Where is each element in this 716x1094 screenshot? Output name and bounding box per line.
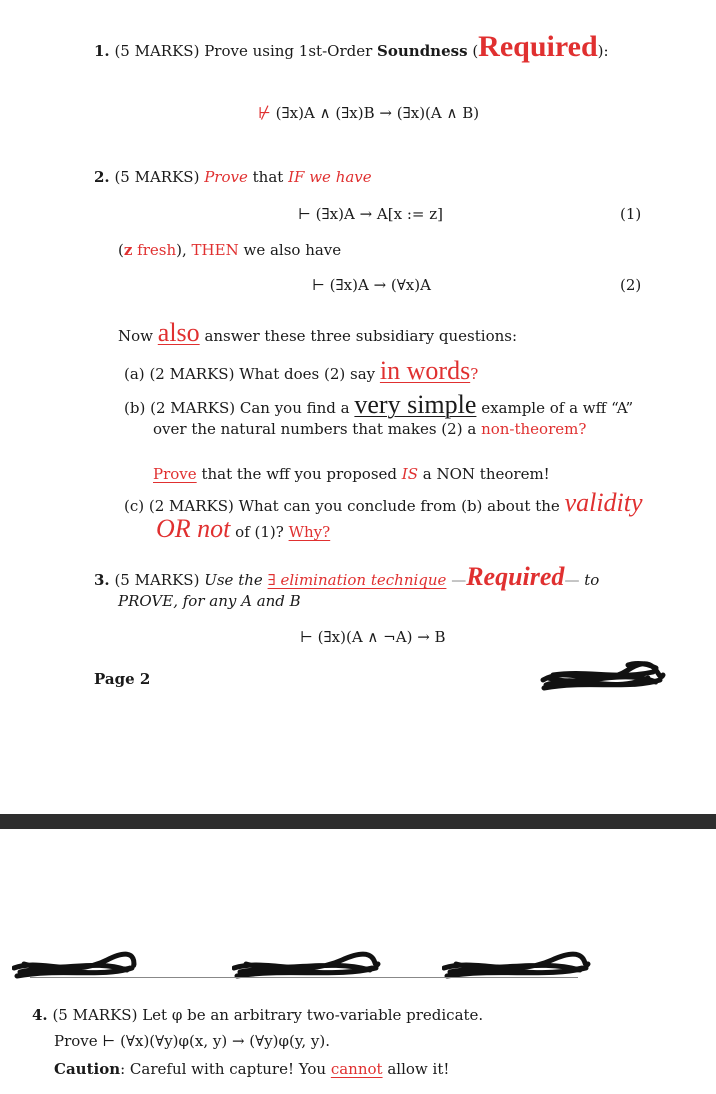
q3-formula: ⊢ (∃x)(A ∧ ¬A) → B bbox=[300, 628, 446, 646]
q2b-prove: Prove bbox=[153, 465, 197, 483]
q4-caution-line bbox=[54, 1060, 449, 1078]
q4-caution-label: Caution bbox=[54, 1060, 121, 1078]
q1-bold-word: Soundness bbox=[377, 42, 468, 60]
q3-text: (5 MARKS) bbox=[114, 571, 200, 589]
q1-formula: ⊬ (∃x)A ∧ (∃x)B → (∃x)(A ∧ B) bbox=[258, 104, 480, 122]
q1-required: Required bbox=[478, 30, 598, 63]
q3-number: 3. bbox=[94, 571, 110, 589]
q2b-very-simple: very simple bbox=[354, 390, 477, 419]
q4-caution-text1: : Careful with capture! You bbox=[120, 1060, 327, 1078]
q2a-line bbox=[124, 356, 478, 386]
q2c-validity: validity bbox=[564, 488, 643, 517]
q2b-text4: that the wff you proposed bbox=[201, 465, 398, 483]
q2b-line1 bbox=[124, 390, 633, 420]
q4-text: (5 MARKS) Let φ be an arbitrary two-variable predicate. bbox=[52, 1006, 484, 1024]
q2-formula2: ⊢ (∃x)A → (∀x)A bbox=[312, 276, 431, 294]
q2b-text2: example of a wff “A” bbox=[481, 399, 634, 417]
q2-fresh-line bbox=[118, 241, 341, 259]
page-divider bbox=[0, 814, 716, 829]
redaction-scribble-3 bbox=[442, 950, 592, 984]
signature-line bbox=[30, 977, 578, 978]
q2c-label: (c) bbox=[124, 497, 145, 515]
q2-answer: answer these three subsidiary questions: bbox=[204, 327, 518, 345]
q4-prove-line: Prove ⊢ (∀x)(∀y)φ(x, y) → (∀y)φ(y, y). bbox=[54, 1032, 331, 1050]
q2-we-also-have: we also have bbox=[243, 241, 342, 259]
q2a-text: (2 MARKS) What does (2) say bbox=[149, 365, 376, 383]
q2b-text3: over the natural numbers that makes (2) a bbox=[153, 420, 477, 438]
q2a-label: (a) bbox=[124, 365, 145, 383]
q2-that: that bbox=[252, 168, 284, 186]
redaction-scribble-1 bbox=[12, 950, 137, 984]
q3-dash1: — bbox=[451, 571, 467, 589]
q2b-line3 bbox=[153, 465, 550, 483]
q3-to: to bbox=[584, 571, 600, 589]
q1-close: ): bbox=[597, 42, 609, 60]
q2b-line2 bbox=[153, 420, 586, 438]
q2b-is: IS bbox=[401, 465, 418, 483]
q2c-text1: (2 MARKS) What can you conclude from (b) about the bbox=[148, 497, 560, 515]
q2b-label: (b) bbox=[124, 399, 146, 417]
q2-z: z bbox=[123, 241, 133, 259]
q3-dash2: — bbox=[564, 571, 580, 589]
q2a-words: in words bbox=[379, 356, 471, 385]
q2-close: ), bbox=[176, 241, 187, 259]
q2-formula1: ⊢ (∃x)A → A[x := z] bbox=[298, 205, 443, 223]
q2-now: Now bbox=[118, 327, 153, 345]
q2-prove: Prove bbox=[204, 168, 248, 186]
q2b-text5: a NON theorem! bbox=[422, 465, 550, 483]
q2c-text2: of (1)? bbox=[235, 523, 284, 541]
q2-number: 2. bbox=[94, 168, 110, 186]
q1-line bbox=[94, 30, 609, 64]
q2-eq2: (2) bbox=[620, 276, 642, 294]
q2-line bbox=[94, 168, 372, 186]
q1-open: ( bbox=[472, 42, 479, 60]
q3-use-the: Use the bbox=[204, 571, 263, 589]
q2c-why: Why? bbox=[288, 523, 331, 541]
q2-also: also bbox=[157, 318, 200, 347]
q4-line1 bbox=[32, 1006, 483, 1024]
q4-number: 4. bbox=[32, 1006, 48, 1024]
q2-if-we-have: IF we have bbox=[288, 168, 372, 186]
page-label: Page 2 bbox=[94, 670, 151, 688]
q2-text: (5 MARKS) bbox=[114, 168, 200, 186]
q3-required: Required bbox=[466, 562, 565, 591]
q4-cannot: cannot bbox=[330, 1060, 383, 1078]
q3-line1 bbox=[94, 562, 599, 592]
q3-line2: PROVE, for any A and B bbox=[118, 592, 301, 610]
q3-technique: ∃ elimination technique bbox=[267, 571, 447, 589]
q2-open: ( bbox=[118, 241, 124, 259]
q2c-ornot: OR not bbox=[156, 514, 231, 543]
q2c-line2 bbox=[156, 514, 330, 544]
q2b-nontheorem: non-theorem? bbox=[481, 420, 587, 438]
q2-eq1: (1) bbox=[620, 205, 642, 223]
q1-text: (5 MARKS) Prove using 1st-Order bbox=[114, 42, 373, 60]
q2-then: THEN bbox=[191, 241, 239, 259]
q1-formula-text: (∃x)A ∧ (∃x)B → (∃x)(A ∧ B) bbox=[270, 104, 480, 122]
q2a-q: ? bbox=[470, 365, 479, 383]
q1-number: 1. bbox=[94, 42, 110, 60]
redaction-scribble bbox=[538, 660, 668, 700]
q4-caution-text2: allow it! bbox=[387, 1060, 450, 1078]
q2b-text1: (2 MARKS) Can you find a bbox=[150, 399, 350, 417]
redaction-scribble-2 bbox=[232, 950, 382, 984]
q2-fresh: fresh bbox=[132, 241, 177, 259]
q2-now-line bbox=[118, 318, 517, 348]
